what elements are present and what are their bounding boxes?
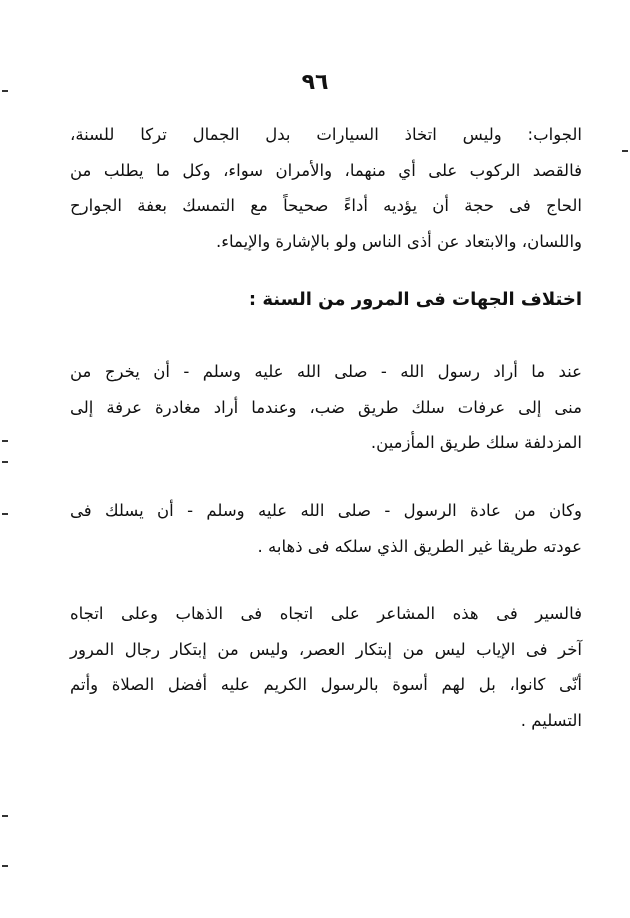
text-line: الجواب: وليس اتخاذ السيارات بدل الجمال تركا للسنة، [70, 125, 582, 144]
text-line: عند ما أراد رسول الله - صلى الله عليه وسلم - أن يخرج من [70, 362, 582, 381]
text-line: فالقصد الركوب على أي منهما، والأمران سواء، وكل ما يطلب من [70, 160, 582, 180]
text-line: آخر فى الإياب ليس من إبتكار العصر، وليس من إبتكار رجال المرور [70, 639, 582, 659]
scan-mark [2, 513, 8, 515]
answer-paragraph [70, 117, 582, 259]
route-paragraph-1 [70, 354, 582, 461]
text-line: منى إلى عرفات سلك طريق ضب، وعندما أراد مغادرة عرفة إلى [70, 397, 582, 417]
scan-mark [2, 90, 8, 92]
page-number: ٩٦ [301, 70, 329, 95]
text-line: عودته طريقا غير الطريق الذي سلكه فى ذهابه . [257, 536, 582, 556]
text-line: وكان من عادة الرسول - صلى الله عليه وسلم - أن يسلك فى [70, 501, 582, 520]
scan-mark [2, 461, 8, 463]
route-paragraph-2 [70, 493, 582, 564]
text-line: فالسير فى هذه المشاعر على اتجاه فى الذهاب وعلى اتجاه [70, 604, 582, 623]
scan-mark [622, 150, 628, 152]
route-paragraph-3 [70, 596, 582, 738]
scan-mark [2, 865, 8, 867]
text-line: واللسان، والابتعاد عن أذى الناس ولو بالإشارة والإيماء. [216, 231, 582, 251]
text-line: المزدلفة سلك طريق المأزمين. [370, 433, 582, 452]
scan-mark [2, 440, 8, 442]
section-heading: اختلاف الجهات فى المرور من السنة : [248, 289, 582, 310]
text-line: الحاج فى حجة أن يؤديه أداءً صحيحاً مع التمسك بعفة الجوارح [70, 196, 582, 215]
text-line: التسليم . [520, 710, 582, 730]
scan-mark [2, 815, 8, 817]
text-line: أنّى كانوا، بل لهم أسوة بالرسول الكريم عليه أفضل الصلاة وأتم [70, 675, 582, 694]
